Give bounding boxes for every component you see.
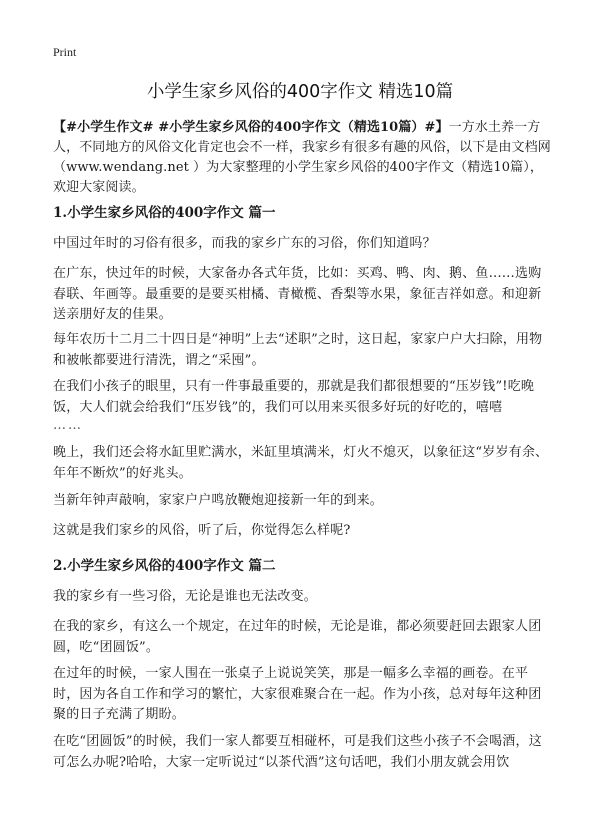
intro-paragraph (53, 118, 553, 198)
paragraph: 这就是我们家乡的风俗，听了后，你觉得怎么样呢? (53, 523, 351, 538)
paragraph: 我的家乡有一些习俗，无论是谁也无法改变。 (53, 589, 318, 604)
intro-tag: 【#小学生作文# #小学生家乡风俗的400字作文（精选10篇）#】 (53, 120, 449, 135)
section-heading-2: 2.小学生家乡风俗的400字作文 篇二 (53, 558, 276, 574)
paragraph: 在广东，快过年的时候，大家备办各式年货，比如：买鸡、鸭、肉、鹅、鱼……选购春联、年画等。最重要的是要买柑橘、青橄榄、香梨等水果，象征吉祥如意。和迎新送亲朋好友的佳果。 (53, 266, 542, 322)
paragraph: 当新年钟声敲响，家家户户鸣放鞭炮迎接新一年的到来。 (53, 493, 384, 508)
intro-text: 一方水土养一方人，不同地方的风俗文化肯定也会不一样，我家乡有很多有趣的风俗，以下是由文档网（www.wendang.net ）为大家整理的小学生家乡风俗的400字作文（精选10篇），欢迎大家阅读。 (53, 120, 551, 195)
print-link[interactable]: Print (53, 45, 77, 59)
paragraph: 在我们小孩子的眼里，只有一件事最重要的，那就是我们都很想要的“压岁钱”!吃晚饭，大人们就会给我们“压岁钱”的，我们可以用来买很多好玩的好吃的，嘻嘻 (53, 379, 535, 415)
paragraph: 中国过年时的习俗有很多，而我的家乡广东的习俗，你们知道吗？ (53, 236, 436, 251)
document-title: 小学生家乡风俗的400字作文 精选10篇 (146, 82, 454, 102)
paragraph: 在吃“团圆饭”的时候，我们一家人都要互相碰杯，可是我们这些小孩子不会喝酒，这可怎么办呢?哈哈，大家一定听说过“以茶代酒”这句话吧，我们小朋友就会用饮 (53, 734, 542, 770)
paragraph: 每年农历十二月二十四日是“神明”上去“述职”之时，这日起，家家户户大扫除，用物和被帐都要进行清洗，谓之“采囤”。 (53, 332, 543, 368)
ellipsis-line: …… (53, 418, 83, 433)
paragraph: 在我的家乡，有这么一个规定，在过年的时候，无论是谁，都必须要赶回去跟家人团圆，吃“团圆饭”。 (53, 619, 542, 655)
paragraph: 晚上，我们还会将水缸里贮满水，米缸里填满米，灯火不熄灭，以象征这“岁岁有余、年年不断炊”的好兆头。 (53, 445, 549, 481)
paragraph: 在过年的时候，一家人围在一张桌子上说说笑笑，那是一幅多么幸福的画卷。在平时，因为各自工作和学习的繁忙，大家很难聚合在一起。作为小孩，总对每年这种团聚的日子充满了期盼。 (53, 666, 542, 722)
section-heading-1: 1.小学生家乡风俗的400字作文 篇一 (53, 205, 276, 221)
